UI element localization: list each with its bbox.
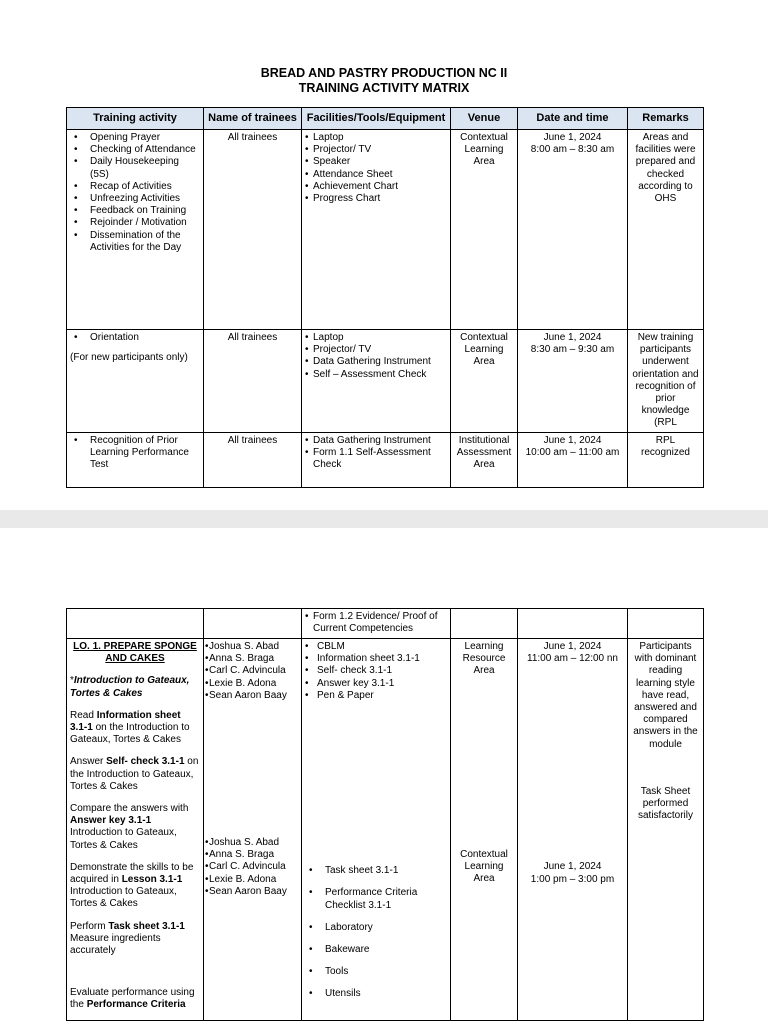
date-time-cell bbox=[518, 639, 628, 1021]
list-item: • Opening Prayer bbox=[70, 132, 200, 144]
list-item: • Utensils bbox=[305, 987, 447, 1000]
list-item: • Orientation bbox=[70, 332, 200, 344]
date-time-cell bbox=[518, 330, 628, 433]
intro-prefix: * bbox=[70, 675, 74, 687]
time-text: 10:00 am – 11:00 am bbox=[525, 446, 620, 458]
bold-text: Lesson 3.1-1 bbox=[121, 874, 183, 886]
venue-text: Learning Resource Area bbox=[462, 641, 506, 677]
list-item: • Tools bbox=[305, 965, 447, 978]
list-item: • Checking of Attendance bbox=[70, 144, 200, 156]
table-row bbox=[67, 609, 704, 639]
bold-text: Performance Criteria bbox=[86, 999, 186, 1011]
list-item: • Laboratory bbox=[305, 921, 447, 934]
remarks-cell bbox=[628, 639, 704, 1021]
training-matrix-table bbox=[66, 107, 704, 488]
compare-instruction bbox=[70, 803, 200, 852]
list-item: • Laptop bbox=[305, 332, 447, 344]
text: Measure ingredients accurately bbox=[70, 932, 161, 957]
list-item: • Achievement Chart bbox=[305, 181, 447, 193]
list-item: • Pen & Paper bbox=[305, 690, 447, 702]
list-item: • Form 1.1 Self-Assessment Check bbox=[305, 447, 447, 471]
text: Demonstrate the skills to be acquired in bbox=[70, 861, 194, 886]
trainees-cell: All trainees bbox=[204, 130, 302, 330]
list-item: • Information sheet 3.1-1 bbox=[305, 653, 447, 665]
trainees-cell: All trainees bbox=[204, 432, 302, 487]
table-row bbox=[67, 130, 704, 330]
bold-text: Self- check 3.1-1 bbox=[106, 756, 185, 768]
time-text: 1:00 pm – 3:00 pm bbox=[530, 873, 615, 885]
column-header: Date and time bbox=[518, 108, 628, 130]
list-item: • Projector/ TV bbox=[305, 144, 447, 156]
bold-text: Task sheet 3.1-1 bbox=[108, 920, 185, 932]
trainee-list bbox=[205, 641, 298, 702]
perform-instruction bbox=[70, 921, 200, 958]
list-item: • Lexie B. Adona bbox=[205, 874, 298, 886]
facilities-cell bbox=[302, 639, 451, 1021]
demonstrate-instruction bbox=[70, 862, 200, 911]
column-header: Venue bbox=[451, 108, 518, 130]
date-text: June 1, 2024 bbox=[543, 861, 602, 873]
list-item: • Self- check 3.1-1 bbox=[305, 665, 447, 677]
facilities-cell bbox=[302, 330, 451, 433]
trainees-cell bbox=[204, 639, 302, 1021]
page-1 bbox=[0, 0, 768, 510]
list-item: • Attendance Sheet bbox=[305, 169, 447, 181]
date-text: June 1, 2024 bbox=[543, 332, 602, 343]
text: on the Introduction to Gateaux, Tortes & Cakes bbox=[70, 756, 199, 792]
list-item: • Joshua S. Abad bbox=[205, 837, 298, 849]
list-item: • Data Gathering Instrument bbox=[305, 435, 447, 447]
list-item: • Anna S. Braga bbox=[205, 653, 298, 665]
page-2 bbox=[0, 528, 768, 1024]
date-text: June 1, 2024 bbox=[543, 434, 602, 446]
facilities-list bbox=[305, 864, 447, 1000]
bold-text: Answer key 3.1-1 bbox=[70, 815, 152, 827]
column-header: Training activity bbox=[67, 108, 204, 130]
date-text: June 1, 2024 bbox=[543, 132, 602, 143]
facilities-list bbox=[305, 641, 447, 702]
text: Answer bbox=[70, 756, 104, 768]
text: Perform bbox=[70, 920, 106, 932]
date-time-cell bbox=[518, 432, 628, 487]
list-item: • Sean Aaron Baay bbox=[205, 886, 298, 898]
list-item: • Carl C. Advincula bbox=[205, 861, 298, 873]
intro-title: Introduction to Gateaux, Tortes & Cakes bbox=[70, 675, 190, 699]
read-instruction bbox=[70, 710, 200, 747]
venue-text: Contextual Learning Area bbox=[460, 848, 508, 885]
remarks-cell: RPL recognized bbox=[628, 432, 704, 487]
activity-cell bbox=[67, 330, 204, 433]
column-header: Facilities/Tools/Equipment bbox=[302, 108, 451, 130]
facilities-list bbox=[305, 332, 447, 381]
time-text: 8:30 am – 9:30 am bbox=[530, 344, 615, 356]
training-matrix-table-continued bbox=[66, 608, 704, 1021]
table-row bbox=[67, 639, 704, 1021]
list-item: • Carl C. Advincula bbox=[205, 665, 298, 677]
remarks-cell: Areas and facilities were prepared and checked according to OHS bbox=[628, 130, 704, 330]
facilities-list bbox=[305, 132, 447, 205]
remarks-text: Participants with dominant reading learning style have read, answered and compared answers in the module bbox=[633, 641, 698, 750]
facilities-list bbox=[305, 435, 447, 472]
list-item: • Self – Assessment Check bbox=[305, 369, 447, 381]
list-item: • Performance Criteria Checklist 3.1-1 bbox=[305, 886, 447, 912]
list-item: • Progress Chart bbox=[305, 193, 447, 205]
list-item: • Speaker bbox=[305, 156, 447, 168]
lo-heading: LO. 1. PREPARE SPONGE AND CAKES bbox=[73, 641, 197, 665]
venue-cell: Contextual Learning Area bbox=[451, 130, 518, 330]
date-time-cell bbox=[518, 130, 628, 330]
column-header: Name of trainees bbox=[204, 108, 302, 130]
remarks-text: Task Sheet performed satisfactorily bbox=[637, 785, 693, 822]
remarks-cell: New training participants underwent orientation and recognition of prior knowledge (RPL bbox=[628, 330, 704, 433]
venue-cell: Institutional Assessment Area bbox=[451, 432, 518, 487]
activity-list bbox=[70, 435, 200, 472]
venue-cell: Contextual Learning Area bbox=[451, 330, 518, 433]
text: Evaluate performance using the bbox=[70, 987, 195, 1011]
activity-cell bbox=[67, 432, 204, 487]
lesson-intro bbox=[70, 675, 200, 699]
list-item: • Lexie B. Adona bbox=[205, 678, 298, 690]
list-item: • Dissemination of the Activities for the Day bbox=[70, 230, 200, 254]
text: Introduction to Gateaux, Tortes & Cakes bbox=[70, 886, 177, 910]
remarks-cell bbox=[628, 609, 704, 639]
activity-list bbox=[70, 332, 200, 344]
list-item: • Projector/ TV bbox=[305, 344, 447, 356]
date-text: June 1, 2024 bbox=[543, 641, 602, 652]
bold-text: Information sheet 3.1-1 bbox=[70, 709, 181, 734]
document-title: BREAD AND PASTRY PRODUCTION NC II bbox=[260, 66, 508, 80]
activity-cell bbox=[67, 609, 204, 639]
list-item: • Task sheet 3.1-1 bbox=[305, 864, 447, 877]
column-header: Remarks bbox=[628, 108, 704, 130]
document-subtitle: TRAINING ACTIVITY MATRIX bbox=[298, 81, 470, 95]
trainee-list bbox=[205, 837, 298, 898]
text: Introduction to Gateaux, Tortes & Cakes bbox=[70, 827, 177, 851]
list-item: • Anna S. Braga bbox=[205, 849, 298, 861]
list-item: • Laptop bbox=[305, 132, 447, 144]
activity-list bbox=[70, 132, 200, 254]
venue-cell bbox=[451, 609, 518, 639]
list-item: • Bakeware bbox=[305, 943, 447, 956]
text: Read bbox=[70, 709, 94, 721]
facilities-cell bbox=[302, 432, 451, 487]
trainees-cell bbox=[204, 609, 302, 639]
activity-cell bbox=[67, 639, 204, 1021]
time-text: 8:00 am – 8:30 am bbox=[530, 144, 615, 156]
list-item: • Joshua S. Abad bbox=[205, 641, 298, 653]
date-time-cell bbox=[518, 609, 628, 639]
list-item: • Rejoinder / Motivation bbox=[70, 217, 200, 229]
activity-note: (For new participants only) bbox=[70, 352, 188, 364]
list-item: • Form 1.2 Evidence/ Proof of Current Competencies bbox=[305, 611, 447, 635]
list-item: • Daily Housekeeping (5S) bbox=[70, 156, 200, 180]
list-item: • Data Gathering Instrument bbox=[305, 356, 447, 368]
facilities-list bbox=[305, 611, 447, 635]
text: on the Introduction to Gateaux, Tortes & Cakes bbox=[70, 722, 190, 746]
table-row bbox=[67, 330, 704, 433]
time-text: 11:00 am – 12:00 nn bbox=[527, 653, 618, 665]
list-item: • CBLM bbox=[305, 641, 447, 653]
list-item: • Recognition of Prior Learning Performance Test bbox=[70, 435, 200, 472]
list-item: • Recap of Activities bbox=[70, 181, 200, 193]
evaluate-instruction bbox=[70, 987, 200, 1011]
facilities-cell bbox=[302, 609, 451, 639]
trainees-cell: All trainees bbox=[204, 330, 302, 433]
answer-instruction bbox=[70, 756, 200, 793]
table-row bbox=[67, 432, 704, 487]
activity-cell bbox=[67, 130, 204, 330]
list-item: • Answer key 3.1-1 bbox=[305, 678, 447, 690]
list-item: • Feedback on Training bbox=[70, 205, 200, 217]
text: Compare the answers with bbox=[70, 803, 189, 815]
table-header-row bbox=[67, 108, 704, 130]
venue-cell bbox=[451, 639, 518, 1021]
list-item: • Sean Aaron Baay bbox=[205, 690, 298, 702]
list-item: • Unfreezing Activities bbox=[70, 193, 200, 205]
facilities-cell bbox=[302, 130, 451, 330]
